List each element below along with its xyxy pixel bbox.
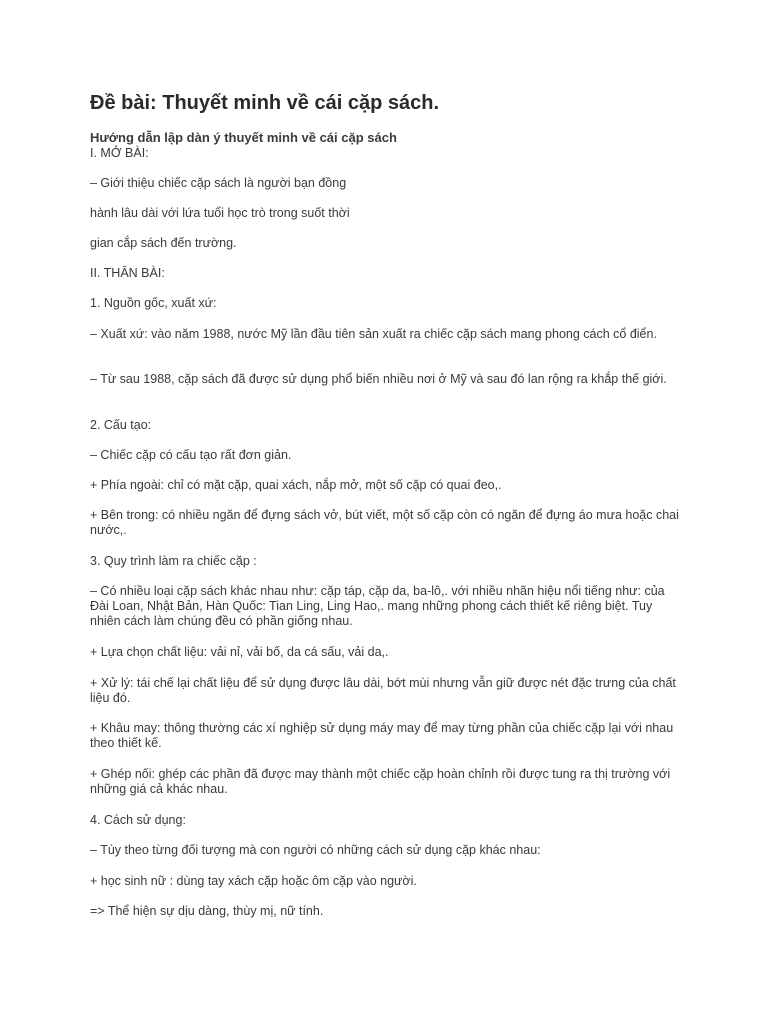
subsection-heading: 2. Cấu tạo: bbox=[90, 418, 152, 432]
paragraph: + Xử lý: tái chế lại chất liệu để sử dụng được lâu dài, bớt mùi nhưng vẫn giữ được nét đặc trưng của chất liệu đó. bbox=[90, 676, 676, 705]
paragraph: + Khâu may: thông thường các xí nghiệp sử dụng máy may để may từng phần của chiếc cặp lại với nhau theo thiết kế. bbox=[90, 721, 674, 750]
subsection-heading: 3. Quy trình làm ra chiếc cặp : bbox=[90, 554, 257, 568]
paragraph: + Lựa chọn chất liệu: vải nỉ, vải bố, da cá sấu, vải da,. bbox=[90, 645, 389, 659]
paragraph: – Xuất xứ: vào năm 1988, nước Mỹ lần đầu tiên sản xuất ra chiếc cặp sách mang phong cách cổ điển. bbox=[90, 327, 657, 341]
paragraph: => Thể hiện sự dịu dàng, thùy mị, nữ tính. bbox=[90, 904, 324, 918]
paragraph: – Có nhiều loại cặp sách khác nhau như: cặp táp, cặp da, ba-lô,. với nhiều nhãn hiệu nổi tiếng như: của Đài Loan, Nhật Bản, Hàn Quốc: Tian Ling, Ling Hao,. mang những phong cách thiết kế riêng biệt. Tuy nhiên cách làm chúng đều có phần giống nhau. bbox=[90, 584, 665, 628]
paragraph: – Từ sau 1988, cặp sách đã được sử dụng phổ biến nhiều nơi ở Mỹ và sau đó lan rộng ra khắp thế giới. bbox=[90, 372, 667, 386]
paragraph: gian cắp sách đến trường. bbox=[90, 236, 237, 250]
paragraph: hành lâu dài với lứa tuổi học trò trong suốt thời bbox=[90, 206, 350, 220]
paragraph: + học sinh nữ : dùng tay xách cặp hoặc ôm cặp vào người. bbox=[90, 874, 417, 888]
paragraph: + Ghép nối: ghép các phần đã được may thành một chiếc cặp hoàn chỉnh rồi được tung ra thị trường với những giá cả khác nhau. bbox=[90, 767, 671, 796]
outline-heading: Hướng dẫn lập dàn ý thuyết minh về cái cặp sách bbox=[90, 130, 397, 145]
paragraph: – Tùy theo từng đối tượng mà con người có những cách sử dụng cặp khác nhau: bbox=[90, 843, 541, 857]
section-heading-body: II. THÂN BÀI: bbox=[90, 266, 165, 280]
paragraph: – Chiếc cặp có cấu tạo rất đơn giản. bbox=[90, 448, 292, 462]
subsection-heading: 4. Cách sử dụng: bbox=[90, 813, 186, 827]
paragraph: + Phía ngoài: chỉ có mặt cặp, quai xách, nắp mở, một số cặp có quai đeo,. bbox=[90, 478, 502, 492]
subsection-heading: 1. Nguồn gốc, xuất xứ: bbox=[90, 296, 217, 310]
paragraph: – Giới thiệu chiếc cặp sách là người bạn đồng bbox=[90, 176, 347, 190]
section-heading-intro: I. MỞ BÀI: bbox=[90, 146, 149, 160]
page-title: Đề bài: Thuyết minh về cái cặp sách. bbox=[90, 92, 440, 114]
paragraph: + Bên trong: có nhiều ngăn để đựng sách vở, bút viết, một số cặp còn có ngăn để đựng áo mưa hoặc chai nước,. bbox=[90, 508, 679, 537]
